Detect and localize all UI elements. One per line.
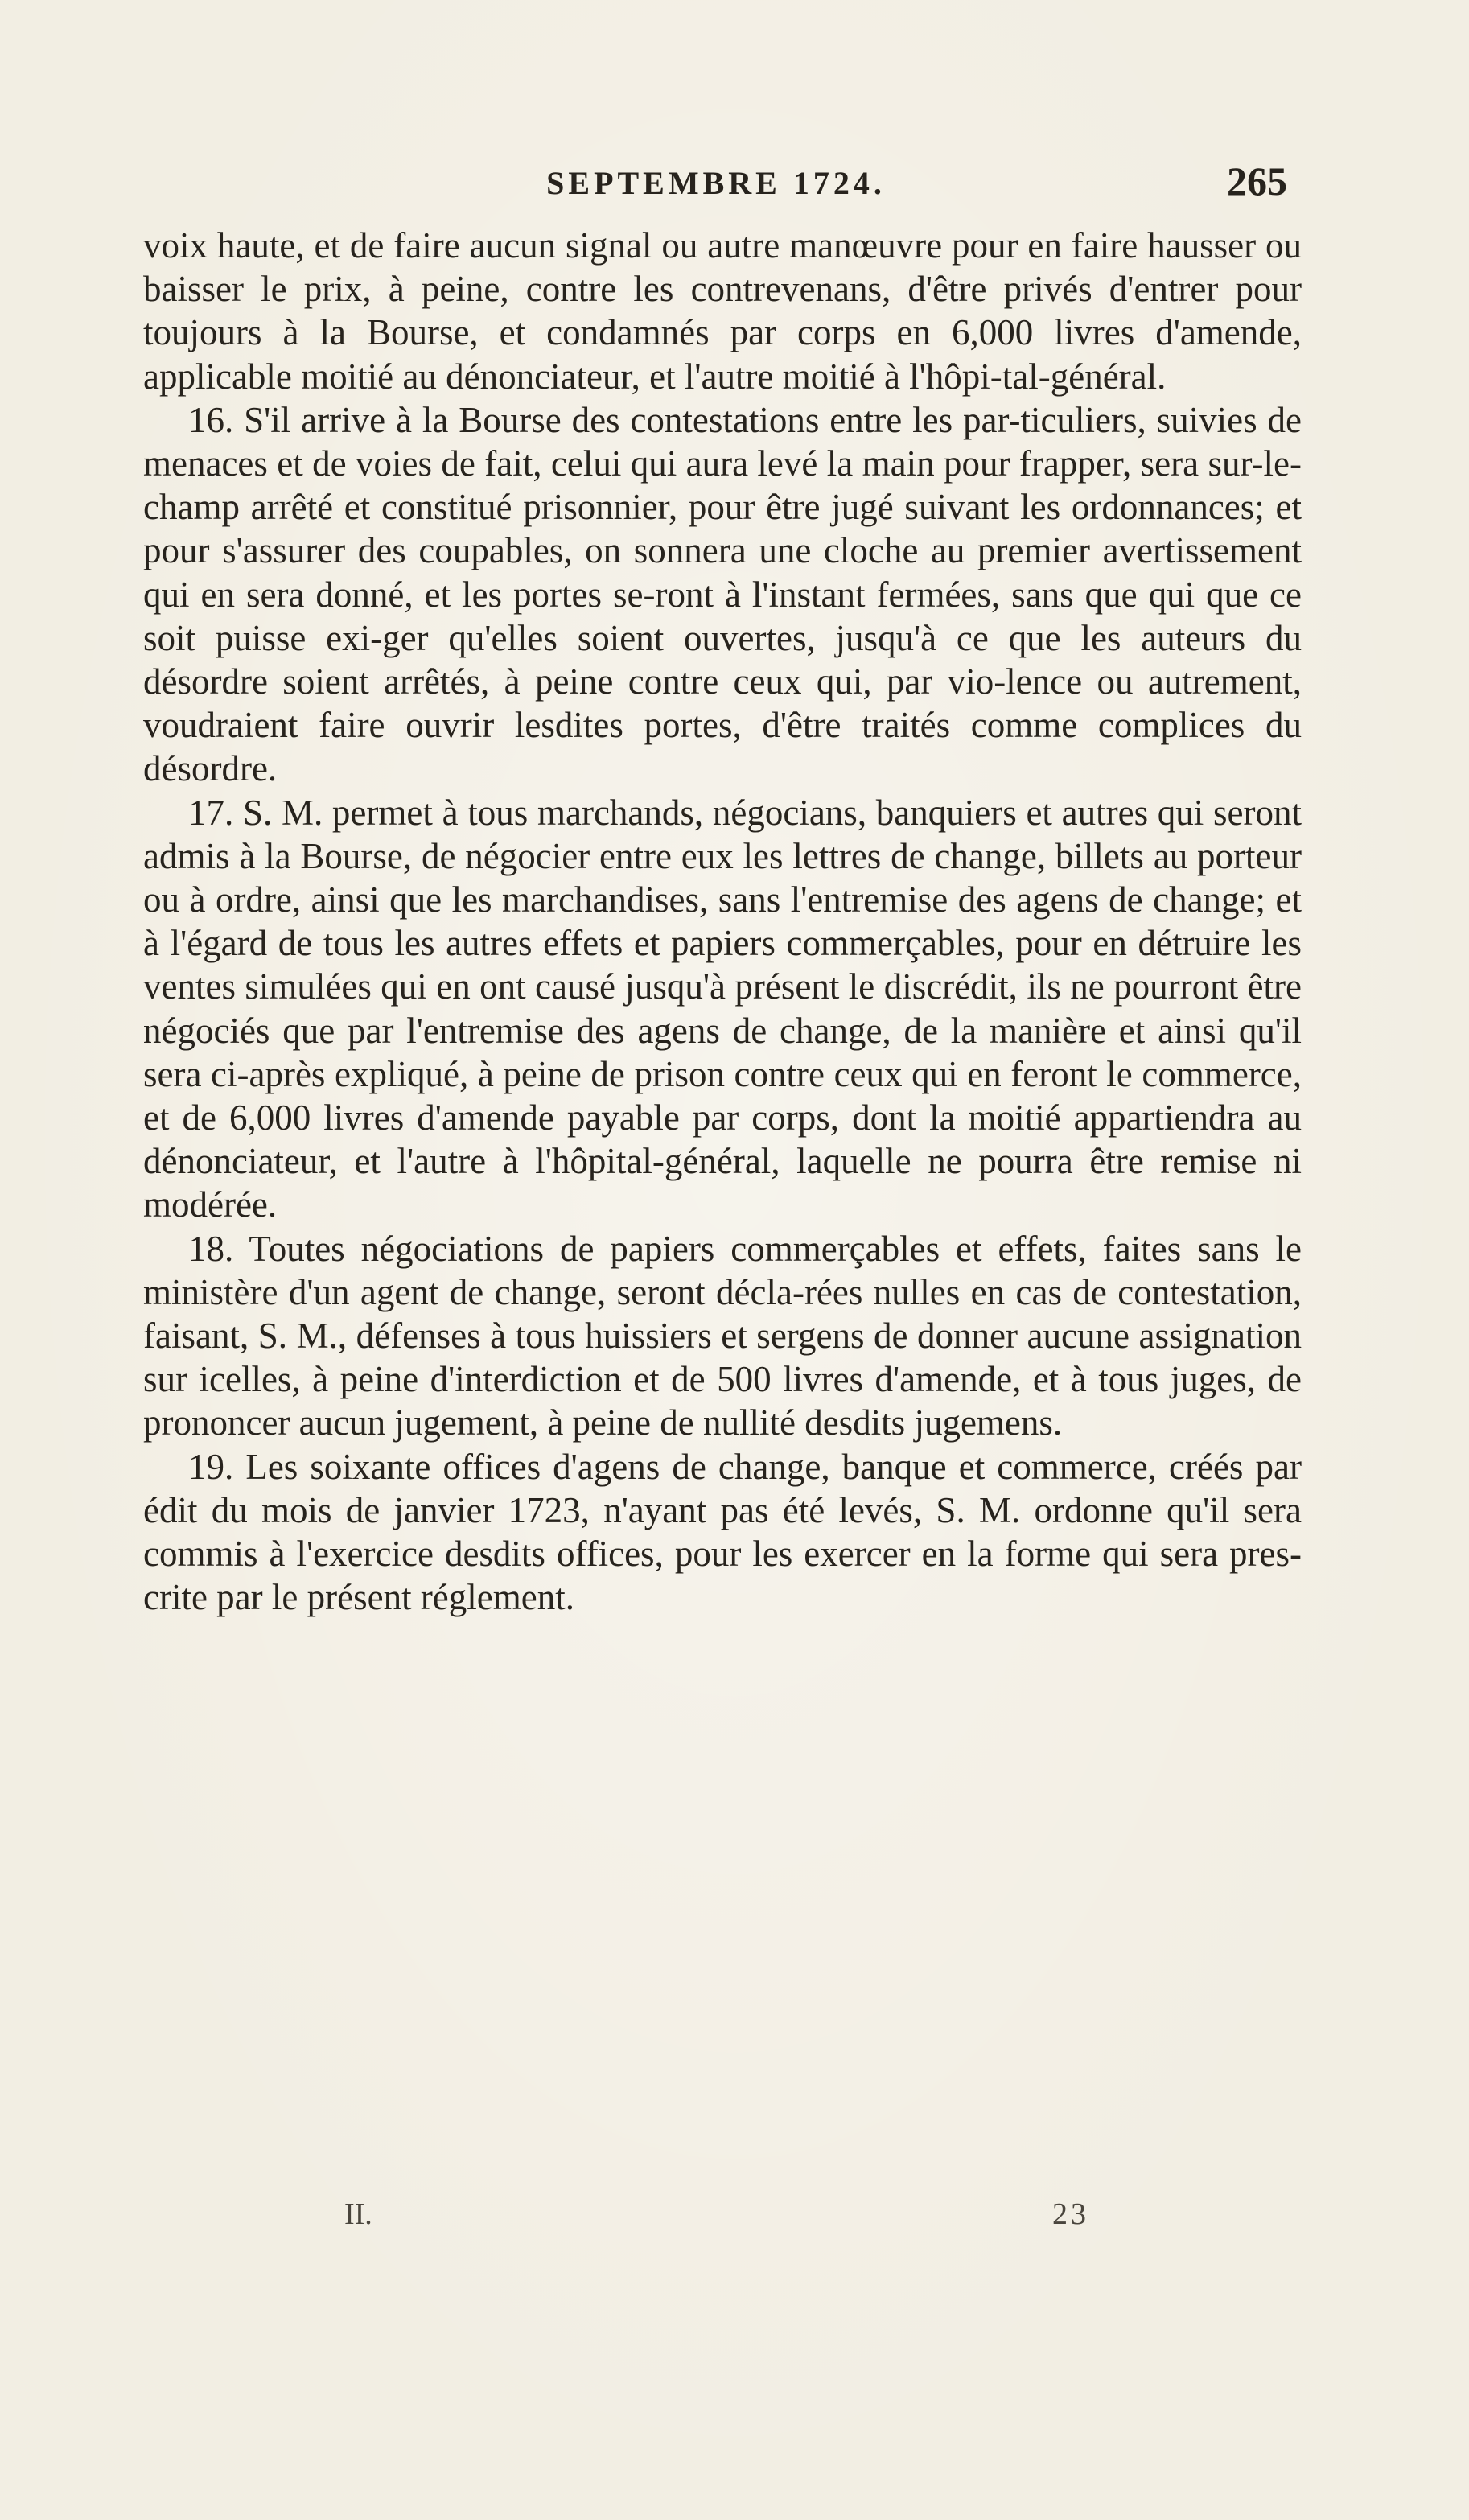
running-head: SEPTEMBRE 1724.: [546, 165, 886, 201]
page-header: [145, 158, 1287, 214]
paragraph-continuation: voix haute, et de faire aucun signal ou autre manœuvre pour en faire hausser ou baisser le prix, à peine, contre les contrevenans, d'être privés d'entrer pour toujours à la Bourse, et condamnés par corps en 6,000 livres d'amende, applicable moitié au dénonciateur, et l'autre moitié à l'hôpi-tal-général.: [143, 225, 1302, 397]
paragraph-article-16: 16. S'il arrive à la Bourse des contestations entre les par-ticuliers, suivies de menaces et de voies de fait, celui qui aura levé la main pour frapper, sera sur-le-champ arrêté et constitué prisonnier, pour être jugé suivant les ordonnances; et pour s'assurer des coupables, on sonnera une cloche au premier avertissement qui en sera donné, et les portes se-ront à l'instant fermées, sans que qui que ce soit puisse exi-ger qu'elles soient ouvertes, jusqu'à ce que les auteurs du désordre soient arrêtés, à peine contre ceux qui, par vio-lence ou autrement, voudraient faire ouvrir lesdites portes, d'être traités comme complices du désordre.: [143, 399, 1302, 789]
paragraph-article-17: 17. S. M. permet à tous marchands, négocians, banquiers et autres qui seront admis à la Bourse, de négocier entre eux les lettres de change, billets au porteur ou à ordre, ainsi que les marchandises, sans l'entremise des agens de change; et à l'égard de tous les autres effets et papiers commerçables, pour en détruire les ventes simulées qui en ont causé jusqu'à présent le discrédit, ils ne pourront être négociés que par l'entremise des agens de change, de la manière et ainsi qu'il sera ci-après expliqué, à peine de prison contre ceux qui en feront le commerce, et de 6,000 livres d'amende payable par corps, dont la moitié appartiendra au dénonciateur, et l'autre à l'hôpital-général, laquelle ne pourra être remise ni modérée.: [143, 792, 1302, 1225]
page-footer: [143, 2197, 1302, 2245]
signature-mark-gathering: 23: [1052, 2197, 1089, 2231]
paragraph-article-18: 18. Toutes négociations de papiers commerçables et effets, faites sans le ministère d'un agent de change, seront décla-rées nulles en cas de contestation, faisant, S. M., défenses à tous huissiers et sergens de donner aucune assignation sur icelles, à peine d'interdiction et de 500 livres d'amende, et à tous juges, de prononcer aucun jugement, à peine de nullité desdits jugemens.: [143, 1228, 1302, 1443]
page-number: 265: [1227, 159, 1287, 204]
paragraph-article-19: 19. Les soixante offices d'agens de change, banque et commerce, créés par édit du mois de janvier 1723, n'ayant pas été levés, S. M. ordonne qu'il sera commis à l'exercice desdits offices, pour les exercer en la forme qui sera pres-crite par le présent réglement.: [143, 1446, 1302, 1618]
body-text: [143, 224, 1302, 1620]
signature-mark-volume: II.: [344, 2197, 372, 2231]
